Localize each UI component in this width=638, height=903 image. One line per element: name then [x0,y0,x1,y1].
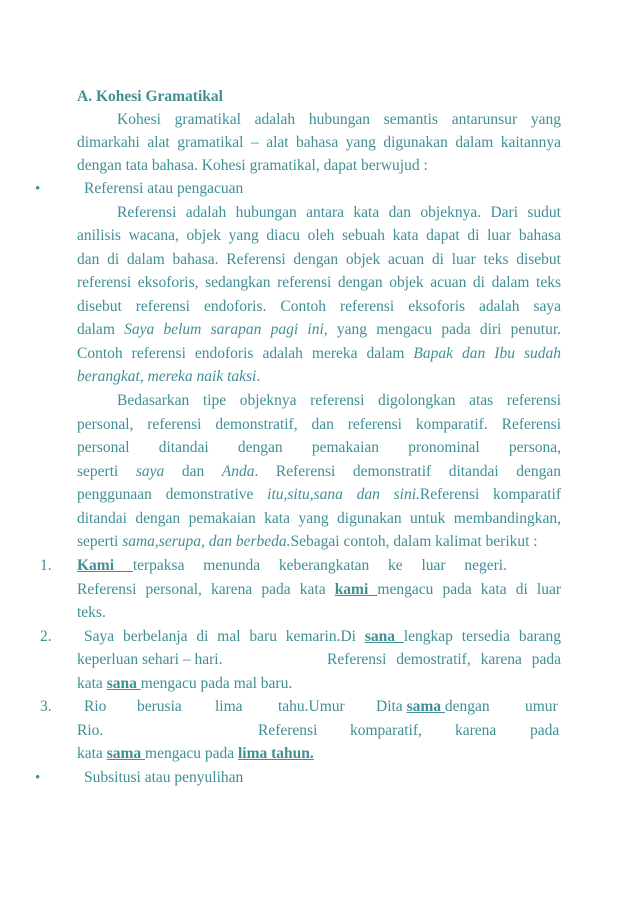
example-3-word: berusia [137,698,182,715]
paragraph-2-line-6: dalam Saya belum sarapan pagi ini, yang mengacu pada diri penutur. [77,321,561,338]
example-3-word: Referensi [258,722,318,739]
paragraph-2-line-7: Contoh referensi endoforis adalah mereka dalam Bapak dan Ibu sudah [77,345,561,362]
example-3-word: lima [215,698,243,715]
example-italic: berangkat, mereka naik taksi [77,368,257,385]
paragraph-2-line-4: referensi eksoforis, sedangkan referensi dengan objek acuan di dalam teks [77,274,561,291]
example-3-word: Rio. [77,722,104,739]
paragraph-1-line-2: dimarkahi alat gramatikal – alat bahasa yang digunakan dalam kaitannya [77,134,561,151]
bullet-icon: • [35,770,41,786]
list-number: 3. [40,698,52,715]
paragraph-2-line-3: dan di dalam bahasa. Referensi dengan objek acuan di luar teks disebut [77,251,561,268]
example-2-line-3: kata sana mengacu pada mal baru. [77,675,293,692]
example-italic: Saya belum sarapan pagi ini, [124,321,328,338]
paragraph-3-line-4: seperti saya dan Anda. Referensi demonstratif ditandai dengan [77,463,561,480]
example-italic: Bapak dan Ibu sudah [413,345,561,362]
highlight-word: kami [334,581,378,598]
list-number: 2. [40,628,52,645]
example-3-word: karena [455,722,497,739]
example-3-word: Dita sama dengan [376,698,490,715]
paragraph-1-line-3: dengan tata bahasa. Kohesi gramatikal, dapat berwujud : [77,157,428,174]
example-3-word: tahu.Umur [278,698,345,715]
bullet-item-subsitusi: Subsitusi atau penyulihan [84,769,244,786]
list-number: 1. [40,557,52,574]
example-2-line-2b: Referensi demostratif, karena pada [327,651,561,668]
paragraph-3-line-5: penggunaan demonstrative itu,situ,sana dan sini.Referensi komparatif [77,486,561,503]
highlight-word: sana [364,628,404,645]
paragraph-3-line-3: personal ditandai dengan pemakaian pronominal persona, [77,439,561,456]
example-3-word: pada [530,722,560,739]
highlight-word: sama [406,698,445,715]
example-2-line-2a: keperluan sehari – hari. [77,651,223,668]
paragraph-3-line-7: seperti sama,serupa, dan berbeda.Sebagai contoh, dalam kalimat berikut : [77,533,538,550]
example-1-line-2: Referensi personal, karena pada kata kami mengacu pada kata di luar [77,581,561,598]
paragraph-2-line-1: Referensi adalah hubungan antara kata dan objeknya. Dari sudut [117,204,561,221]
bullet-icon: • [35,181,41,197]
paragraph-1-line-1: Kohesi gramatikal adalah hubungan semantis antarunsur yang [117,111,561,128]
example-1-line-1: Kami terpaksa menunda keberangkatan ke luar negeri. [77,557,507,574]
paragraph-3-line-6: ditandai dengan pemakaian kata yang digunakan untuk membandingkan, [77,510,561,527]
paragraph-3-line-2: personal, referensi demonstratif, dan referensi komparatif. Referensi [77,416,561,433]
example-3-word: Rio [84,698,107,715]
example-1-line-3: teks. [77,604,106,621]
highlight-word: sama [106,745,146,762]
paragraph-2-line-2: anilisis wacana, objek yang diacu oleh sebuah kata dapat di luar bahasa [77,227,561,244]
paragraph-2-line-8: berangkat, mereka naik taksi. [77,368,261,385]
bullet-item-referensi: Referensi atau pengacuan [84,180,244,197]
highlight-word: lima tahun. [238,745,314,762]
example-3-line-3: kata sama mengacu pada lima tahun. [77,745,314,762]
paragraph-3-line-1: Bedasarkan tipe objeknya referensi digolongkan atas referensi [117,392,561,409]
example-3-word: umur [525,698,558,715]
example-3-word: komparatif, [350,722,422,739]
paragraph-2-line-5: disebut referensi endoforis. Contoh referensi eksoforis adalah saya [77,298,561,315]
highlight-word: sana [106,675,141,692]
section-heading: A. Kohesi Gramatikal [77,88,223,105]
highlight-word: Kami [77,557,133,574]
example-2-line-1: Saya berbelanja di mal baru kemarin.Di sana lengkap tersedia barang [84,628,561,645]
